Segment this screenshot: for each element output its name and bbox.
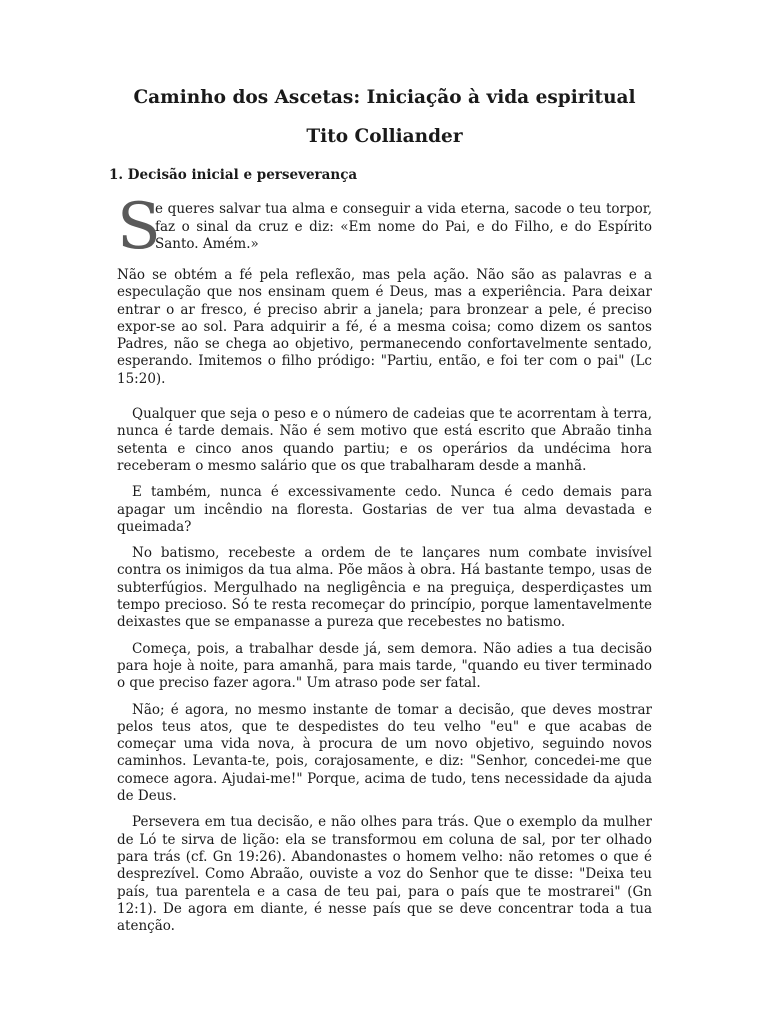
opening-paragraph-text: e queres salvar tua alma e conseguir a vida eterna, sacode o teu torpor, faz o sinal da cruz e diz: «Em nome do Pai, e do Filho, e do Espírito Santo. Amém.» [155,201,652,252]
paragraph: No batismo, recebeste a ordem de te lançares num combate invisível contra os inimigos da tua alma. Põe mãos à obra. Há bastante tempo, usas de subterfúgios. Mergulhado na negligência e na preguiça, desperdiçastes um tempo precioso. Só te resta recomeçar do princípio, porque lamentavelmente deixastes que se empanasse a pureza que recebestes no batismo. [117,545,652,631]
paragraph: Não se obtém a fé pela reflexão, mas pela ação. Não são as palavras e a especulação que nos ensinam quem é Deus, mas a experiência. Para deixar entrar o ar fresco, é preciso abrir a janela; para bronzear a pele, é preciso expor-se ao sol. Para adquirir a fé, é a mesma coisa; como dizem os santos Padres, não se chega ao objetivo, permanecendo confortavelmente sentado, esperando. Imitemos o filho pródigo: "Partiu, então, e foi ter com o pai" (Lc 15:20). [117,267,652,387]
paragraph: Qualquer que seja o peso e o número de cadeias que te acorrentam à terra, nunca é tarde demais. Não é sem motivo que está escrito que Abraão tinha setenta e cinco anos quando partiu; e os operários da undécima hora receberam o mesmo salário que os que trabalharam desde a manhã. [117,406,652,474]
opening-paragraph [117,190,652,264]
paragraph: Não; é agora, no mesmo instante de tomar a decisão, que deves mostrar pelos teus atos, que te despedistes do teu velho "eu" e que acabas de começar uma vida nova, à procura de um novo objetivo, seguindo novos caminhos. Levanta-te, pois, corajosamente, e diz: "Senhor, concedei-me que comece agora. Ajudai-me!" Porque, acima de tudo, tens necessidade da ajuda de Deus. [117,701,652,805]
document-author: Tito Colliander [306,126,463,147]
section-heading: 1. Decisão inicial e perseverança [109,167,358,183]
paragraph: Começa, pois, a trabalhar desde já, sem demora. Não adies a tua decisão para hoje à noite, para amanhã, para mais tarde, "quando eu tiver terminado o que preciso fazer agora." Um atraso pode ser fatal. [117,640,652,692]
paragraph: E também, nunca é excessivamente cedo. Nunca é cedo demais para apagar um incêndio na floresta. Gostarias de ver tua alma devastada e queimada? [117,484,652,535]
document-title: Caminho dos Ascetas: Iniciação à vida espiritual [133,87,636,108]
document-page [109,86,652,935]
paragraph: Persevera em tua decisão, e não olhes para trás. Que o exemplo da mulher de Ló te sirva de lição: ela se transformou em coluna de sal, por ter olhado para trás (cf. Gn 19:26). Abandonastes o homem velho: não retomes o que é desprezível. Como Abraão, ouviste a voz do Senhor que te disse: "Deixa teu país, tua parentela e a casa de teu pai, para o país que te mostrarei" (Gn 12:1). De agora em diante, é nesse país que se deve concentrar toda a tua atenção. [117,814,652,935]
drop-cap: S [117,190,161,264]
